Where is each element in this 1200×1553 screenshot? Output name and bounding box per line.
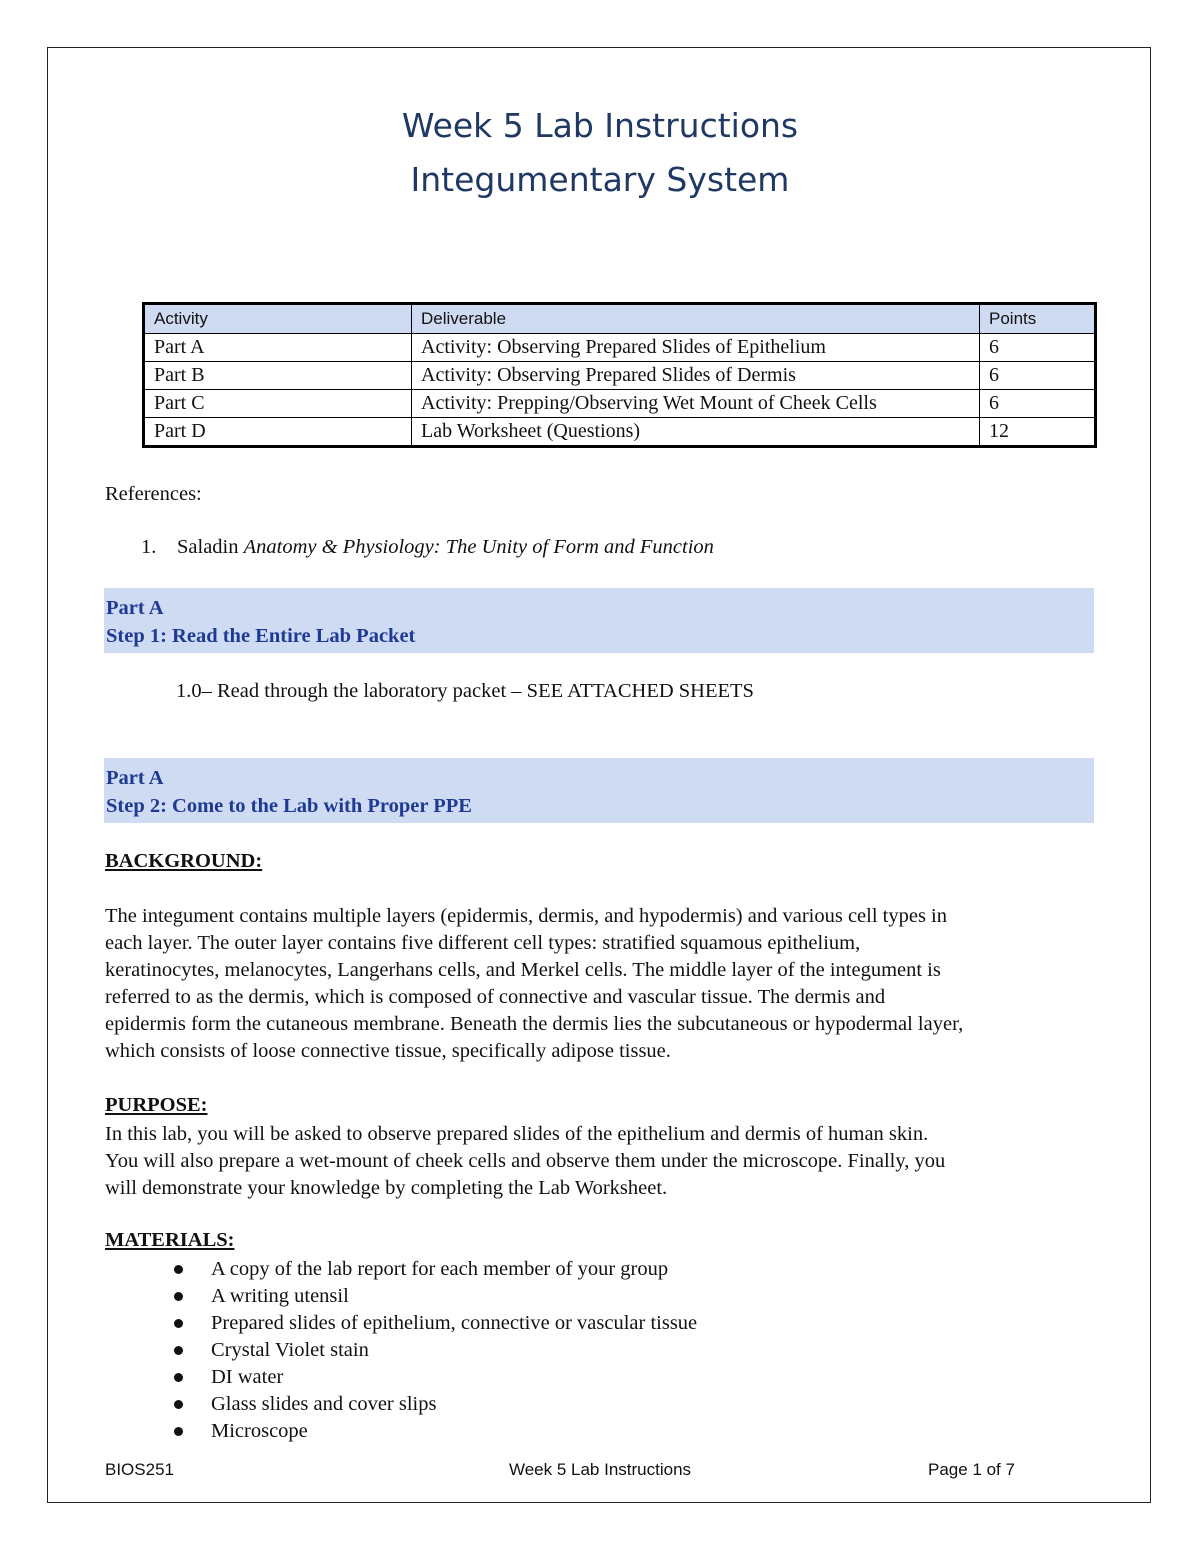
part-a-step-2-header xyxy=(104,758,1094,823)
bullet-icon xyxy=(174,1292,183,1301)
cell-activity: Part D xyxy=(144,418,412,447)
paragraph-line: will demonstrate your knowledge by completing the Lab Worksheet. xyxy=(105,1177,668,1199)
cell-deliverable: Activity: Observing Prepared Slides of Epithelium xyxy=(412,334,980,362)
table-row xyxy=(144,418,1096,447)
cell-activity: Part A xyxy=(144,334,412,362)
paragraph-line: keratinocytes, melanocytes, Langerhans cells, and Merkel cells. The middle layer of the integument is xyxy=(105,959,941,981)
bullet-icon xyxy=(174,1373,183,1382)
purpose-paragraph xyxy=(105,1121,1105,1202)
bullet-icon xyxy=(174,1265,183,1274)
materials-heading: MATERIALS: xyxy=(105,1229,235,1251)
list-item-text: Microscope xyxy=(211,1420,308,1442)
column-header-activity: Activity xyxy=(144,304,412,334)
cell-activity: Part B xyxy=(144,362,412,390)
reference-number: 1. xyxy=(141,536,157,558)
document-subtitle: Integumentary System xyxy=(410,160,790,199)
list-item-text: A writing utensil xyxy=(211,1285,349,1307)
list-item xyxy=(170,1391,697,1418)
background-paragraph xyxy=(105,903,1105,1065)
paragraph-line: In this lab, you will be asked to observe prepared slides of the epithelium and dermis of human skin. xyxy=(105,1123,929,1145)
step-label: Step 2: Come to the Lab with Proper PPE xyxy=(106,795,472,817)
list-item xyxy=(170,1310,697,1337)
document-title: Week 5 Lab Instructions xyxy=(401,106,799,145)
table-row xyxy=(144,334,1096,362)
reference-title: Anatomy & Physiology: The Unity of Form and Function xyxy=(243,536,714,558)
column-header-deliverable: Deliverable xyxy=(412,304,980,334)
references-label: References: xyxy=(105,483,202,505)
part-a-step-1-header xyxy=(104,588,1094,653)
cell-deliverable: Lab Worksheet (Questions) xyxy=(412,418,980,447)
footer-document-title: Week 5 Lab Instructions xyxy=(508,1460,692,1479)
table-row xyxy=(144,362,1096,390)
list-item-text: DI water xyxy=(211,1366,284,1388)
background-heading: BACKGROUND: xyxy=(105,850,263,872)
list-item xyxy=(170,1418,697,1445)
bullet-icon xyxy=(174,1400,183,1409)
footer-course-code: BIOS251 xyxy=(105,1460,174,1479)
column-header-points: Points xyxy=(980,304,1096,334)
bullet-icon xyxy=(174,1319,183,1328)
list-item-text: Crystal Violet stain xyxy=(211,1339,369,1361)
cell-points: 12 xyxy=(980,418,1096,447)
list-item-text: A copy of the lab report for each member of your group xyxy=(211,1258,669,1280)
list-item-text: Prepared slides of epithelium, connective or vascular tissue xyxy=(211,1312,698,1334)
cell-points: 6 xyxy=(980,362,1096,390)
paragraph-line: The integument contains multiple layers (epidermis, dermis, and hypodermis) and various cell types in xyxy=(105,905,948,927)
materials-list xyxy=(170,1256,697,1445)
bullet-icon xyxy=(174,1427,183,1436)
table-header-row xyxy=(144,304,1096,334)
paragraph-line: referred to as the dermis, which is composed of connective and vascular tissue. The dermis and xyxy=(105,986,886,1008)
step-1-instruction: 1.0– Read through the laboratory packet – SEE ATTACHED SHEETS xyxy=(176,680,754,702)
paragraph-line: You will also prepare a wet-mount of cheek cells and observe them under the microscope. Finally, you xyxy=(105,1150,946,1172)
footer-page-number: Page 1 of 7 xyxy=(928,1460,1015,1479)
list-item xyxy=(170,1283,697,1310)
paragraph-line: each layer. The outer layer contains five different cell types: stratified squamous epithelium, xyxy=(105,932,861,954)
list-item xyxy=(170,1256,697,1283)
list-item xyxy=(170,1364,697,1391)
bullet-icon xyxy=(174,1346,183,1355)
reference-author: Saladin xyxy=(177,536,239,558)
part-label: Part A xyxy=(106,597,164,619)
list-item-text: Glass slides and cover slips xyxy=(211,1393,437,1415)
list-item xyxy=(170,1337,697,1364)
cell-deliverable: Activity: Prepping/Observing Wet Mount of Cheek Cells xyxy=(412,390,980,418)
paragraph-line: epidermis form the cutaneous membrane. Beneath the dermis lies the subcutaneous or hypodermal layer, xyxy=(105,1013,964,1035)
part-label: Part A xyxy=(106,767,164,789)
cell-points: 6 xyxy=(980,334,1096,362)
table-row xyxy=(144,390,1096,418)
cell-deliverable: Activity: Observing Prepared Slides of Dermis xyxy=(412,362,980,390)
step-label: Step 1: Read the Entire Lab Packet xyxy=(106,625,416,647)
reference-item xyxy=(141,536,714,559)
purpose-heading: PURPOSE: xyxy=(105,1094,208,1116)
paragraph-line: which consists of loose connective tissue, specifically adipose tissue. xyxy=(105,1040,671,1062)
deliverables-table xyxy=(142,302,1097,448)
cell-activity: Part C xyxy=(144,390,412,418)
cell-points: 6 xyxy=(980,390,1096,418)
